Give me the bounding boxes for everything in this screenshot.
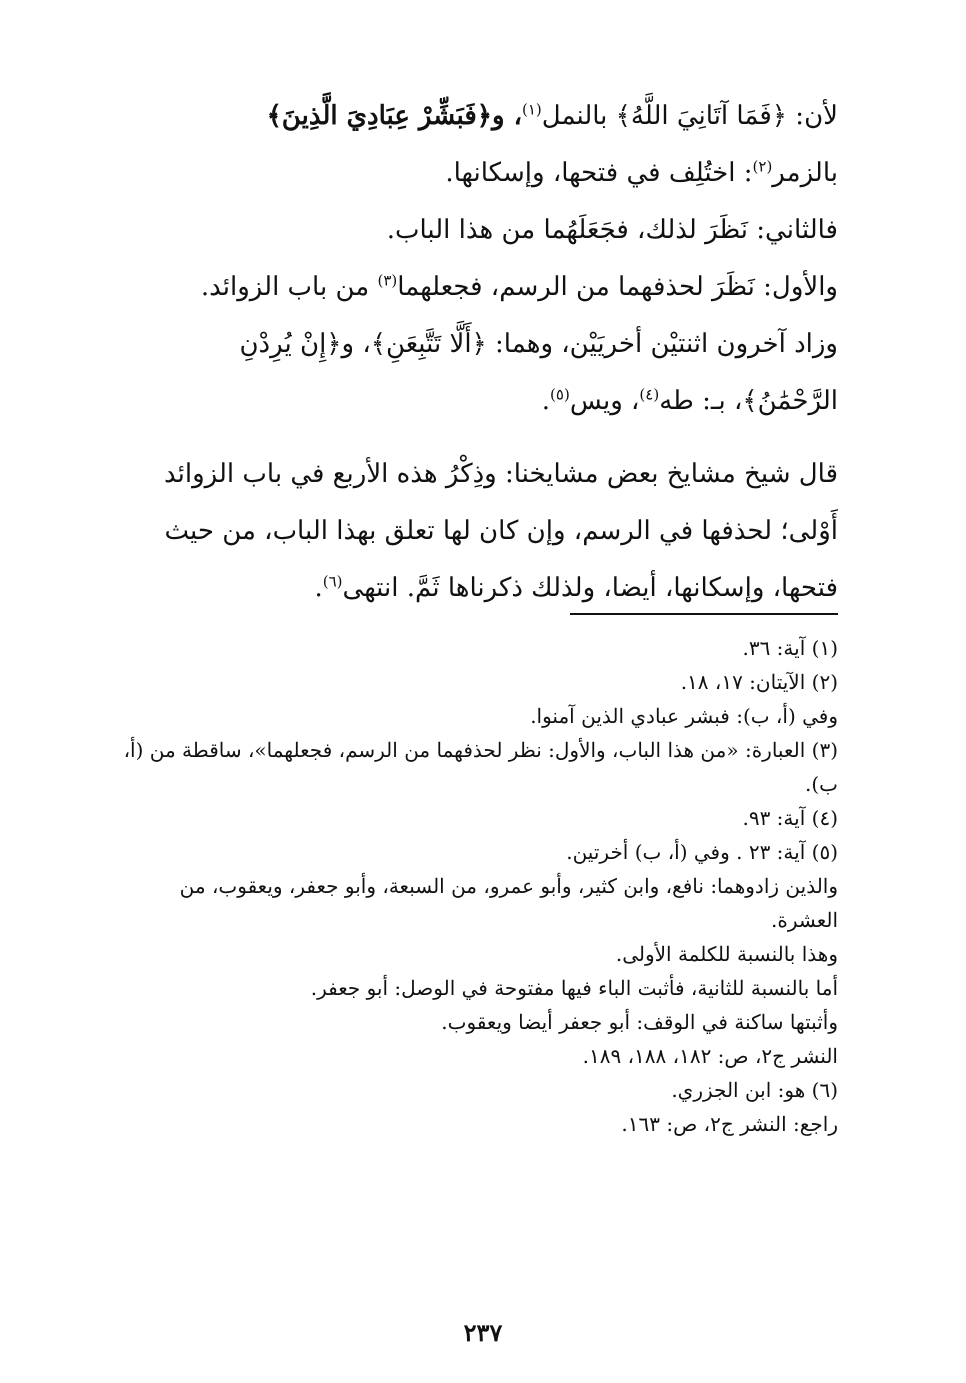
footnote-6: (٦) هو: ابن الجزري. <box>671 1078 838 1102</box>
main-line-8: أَوْلى؛ لحذفها في الرسم، وإن كان لها تعلق بهذا الباب، من حيث <box>164 516 838 546</box>
main-line-7: قال شيخ مشايخ بعض مشايخنا: وذِكْرُ هذه الأربع في باب الزوائد <box>164 459 838 489</box>
footnote-ref-5: (٥) <box>550 385 570 404</box>
footnote-ref-2: (٢) <box>752 157 773 176</box>
main-line-1-start: لأن: ﴿فَمَا آتَانِيَ اللَّهُ﴾ بالنمل <box>541 101 838 131</box>
main-line-6-end: . <box>541 386 551 416</box>
footnote-ref-1: (١) <box>521 100 542 119</box>
main-line-6-start: الرَّحْمَٰنُ﴾، بـ: طه <box>659 386 838 416</box>
paragraph-gap <box>112 430 838 446</box>
main-line-1 <box>112 88 838 145</box>
footnote-5-second-word: أما بالنسبة للثانية، فأثبت الباء فيها مفتوحة في الوصل: أبو جعفر. <box>310 976 838 1000</box>
footnote-5-first-word: وهذا بالنسبة للكلمة الأولى. <box>615 942 838 966</box>
main-line-9 <box>112 560 838 617</box>
footnotes <box>112 631 838 1141</box>
footnote-5-readers: والذين زادوهما: نافع، وابن كثير، وأبو عمرو، من السبعة، وأبو جعفر، ويعقوب، من العشرة. <box>179 874 838 932</box>
footnote-ref-4: (٤) <box>639 385 660 404</box>
footnote-ref-3: (٣) <box>377 271 398 290</box>
main-line-2-start: بالزمر <box>772 158 838 188</box>
main-line-4-rest: من باب الزوائد. <box>200 272 378 302</box>
footnote-2: (٢) الآيتان: ١٧، ١٨. <box>680 670 838 694</box>
footnote-4: (٤) آية: ٩٣. <box>742 806 838 830</box>
footnote-2-variant: وفي (أ، ب): فبشر عبادي الذين آمنوا. <box>530 704 838 728</box>
page-number: ٢٣٧ <box>463 1318 503 1347</box>
main-line-4 <box>112 259 838 316</box>
footnote-ref-6: (٦) <box>322 572 343 591</box>
main-line-6-mid: ، ويس <box>569 386 640 416</box>
main-line-1-quran: ، و﴿فَبَشِّرْ عِبَادِيَ الَّذِينَ﴾ <box>266 101 522 131</box>
main-line-2-rest: : اختُلِف في فتحها، وإسكانها. <box>445 158 753 188</box>
footnote-5: (٥) آية: ٢٣ . وفي (أ، ب) أخرتين. <box>566 840 838 864</box>
footnote-1: (١) آية: ٣٦. <box>742 636 838 660</box>
main-line-5: وزاد آخرون اثنتيْن أخريَيْن، وهما: ﴿أَلَّا تَتَّبِعَنِ﴾، و﴿إِنْ يُرِدْنِ <box>239 329 838 359</box>
main-line-9-end: . <box>314 573 323 603</box>
main-line-3: فالثاني: نَظَرَ لذلك، فجَعَلَهُما من هذا الباب. <box>386 215 838 245</box>
footnote-6-reference: راجع: النشر ج٢، ص: ١٦٣. <box>621 1112 838 1136</box>
main-line-6 <box>112 373 838 430</box>
main-text <box>112 88 838 617</box>
main-line-4-start: والأول: نَظَرَ لحذفهما من الرسم، فجعلهما <box>397 272 838 302</box>
footnote-separator <box>570 613 838 615</box>
footnote-5-pause: وأثبتها ساكنة في الوقف: أبو جعفر أيضا ويعقوب. <box>441 1010 838 1034</box>
footnote-5-reference: النشر ج٢، ص: ١٨٢، ١٨٨، ١٨٩. <box>582 1044 838 1068</box>
footnote-3: (٣) العبارة: «من هذا الباب، والأول: نظر لحذفهما من الرسم، فجعلهما»، ساقطة من (أ، ب). <box>123 738 838 796</box>
main-line-9-start: فتحها، وإسكانها، أيضا، ولذلك ذكرناها ثَمَّ. انتهى <box>342 573 838 603</box>
main-line-2 <box>112 145 838 202</box>
